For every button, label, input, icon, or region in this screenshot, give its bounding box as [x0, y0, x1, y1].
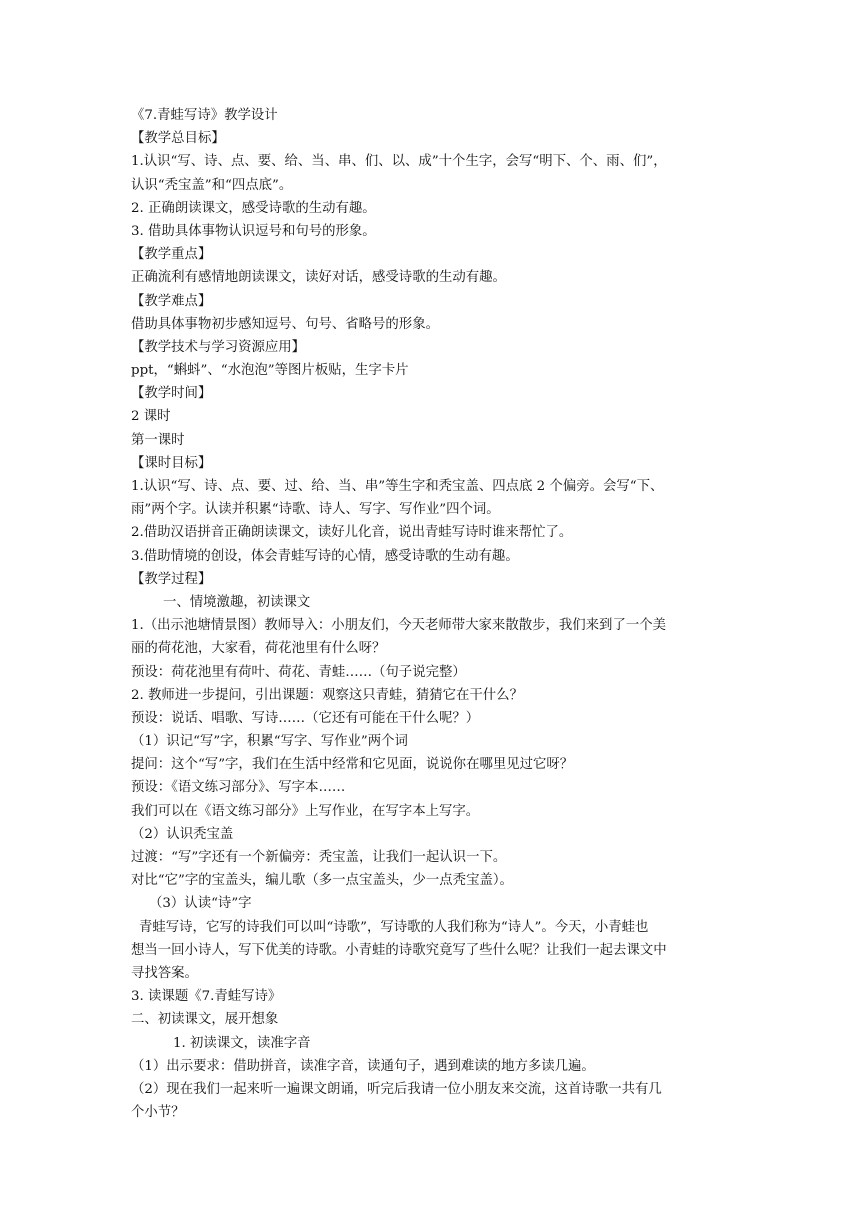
paragraph-line: （2）认识秃宝盖 — [131, 826, 234, 842]
paragraph-line: 1. 初读课文，读准字音 — [173, 1035, 311, 1051]
paragraph-line: （2）现在我们一起来听一遍课文朗诵，听完后我请一位小朋友来交流，这首诗歌一共有几 — [131, 1081, 662, 1097]
paragraph-line: 3. 读课题《7.青蛙写诗》 — [131, 989, 282, 1005]
paragraph-line: （3）认读“诗”字 — [149, 896, 252, 912]
paragraph-line: 丽的荷花池，大家看，荷花池里有什么呀？ — [131, 641, 386, 657]
paragraph-line: 我们可以在《语文练习部分》上写作业，在写字本上写字。 — [131, 803, 480, 819]
section-heading: 【教学技术与学习资源应用】 — [131, 339, 306, 355]
document-title: 《7.青蛙写诗》教学设计 — [131, 108, 278, 123]
section-heading: 【教学总目标】 — [131, 131, 225, 147]
paragraph-line: 雨”两个字。认读并积累“诗歌、诗人、写字、写作业”四个词。 — [131, 502, 500, 518]
paragraph-line: 2.借助汉语拼音正确朗读课文，读好儿化音，说出青蛙写诗时谁来帮忙了。 — [131, 525, 573, 541]
section-heading: 【教学过程】 — [131, 571, 212, 587]
section-heading: 【教学难点】 — [131, 293, 212, 309]
paragraph-line: 预设：《语文练习部分》、写字本…… — [131, 780, 346, 796]
paragraph-line: 1.认识“写、诗、点、要、给、当、串、们、以、成”十个生字，会写“明下、个、雨、们”， — [131, 154, 667, 170]
paragraph-line: 2 课时 — [131, 409, 171, 425]
paragraph-line: 1.认识“写、诗、点、要、过、给、当、串”等生字和秃宝盖、四点底 2 个偏旁。会写“下、 — [131, 479, 664, 494]
paragraph-line: 第一课时 — [131, 432, 185, 448]
paragraph-line: 2. 教师进一步提问，引出课题：观察这只青蛙，猜猜它在干什么？ — [131, 687, 523, 703]
paragraph-line: 过渡：“写”字还有一个新偏旁：秃宝盖，让我们一起认识一下。 — [131, 850, 507, 865]
paragraph-line: 对比“它”字的宝盖头，编儿歌（多一点宝盖头，少一点秃宝盖）。 — [131, 873, 513, 889]
paragraph-line: 3.借助情境的创设，体会青蛙写诗的心情，感受诗歌的生动有趣。 — [131, 548, 519, 564]
document-body — [131, 104, 741, 1124]
paragraph-line: 个小节？ — [131, 1105, 185, 1121]
paragraph-line: 寻找答案。 — [131, 965, 198, 981]
paragraph-line: 预设：荷花池里有荷叶、荷花、青蛙……（句子说完整） — [131, 664, 466, 680]
paragraph-line: 1.（出示池塘情景图）教师导入：小朋友们，今天老师带大家来散散步，我们来到了一个美 — [131, 618, 667, 634]
paragraph-line: （1）出示要求：借助拼音，读准字音，读通句子，遇到难读的地方多读几遍。 — [131, 1058, 595, 1074]
paragraph-line: 正确流利有感情地朗读课文，读好对话，感受诗歌的生动有趣。 — [131, 270, 506, 286]
paragraph-line: 提问：这个“写”字，我们在生活中经常和它见面，说说你在哪里见过它呀？ — [131, 757, 574, 773]
section-heading: 【课时目标】 — [131, 455, 212, 471]
paragraph-line: 3. 借助具体事物认识逗号和句号的形象。 — [131, 223, 376, 239]
paragraph-line: ppt，“蝌蚪”、“水泡泡”等图片板贴，生字卡片 — [131, 363, 409, 379]
section-heading: 【教学重点】 — [131, 247, 212, 263]
paragraph-line: 预设：说话、唱歌、写诗……（它还有可能在干什么呢？） — [131, 710, 480, 726]
paragraph-line: 2. 正确朗读课文，感受诗歌的生动有趣。 — [131, 200, 376, 216]
paragraph-line: 借助具体事物初步感知逗号、句号、省略号的形象。 — [131, 316, 439, 332]
paragraph-line: （1）识记“写”字，积累“写字、写作业”两个词 — [131, 734, 408, 750]
subsection-heading: 二、初读课文，展开想象 — [131, 1012, 279, 1028]
paragraph-line: 想当一回小诗人，写下优美的诗歌。小青蛙的诗歌究竟写了些什么呢？让我们一起去课文中 — [131, 942, 667, 958]
paragraph-line: 青蛙写诗，它写的诗我们可以叫“诗歌”，写诗歌的人我们称为“诗人”。今天，小青蛙也 — [139, 919, 649, 935]
subsection-heading: 一、情境激趣，初读课文 — [163, 594, 311, 610]
paragraph-line: 认识“秃宝盖”和“四点底”。 — [131, 177, 293, 193]
section-heading: 【教学时间】 — [131, 386, 212, 402]
